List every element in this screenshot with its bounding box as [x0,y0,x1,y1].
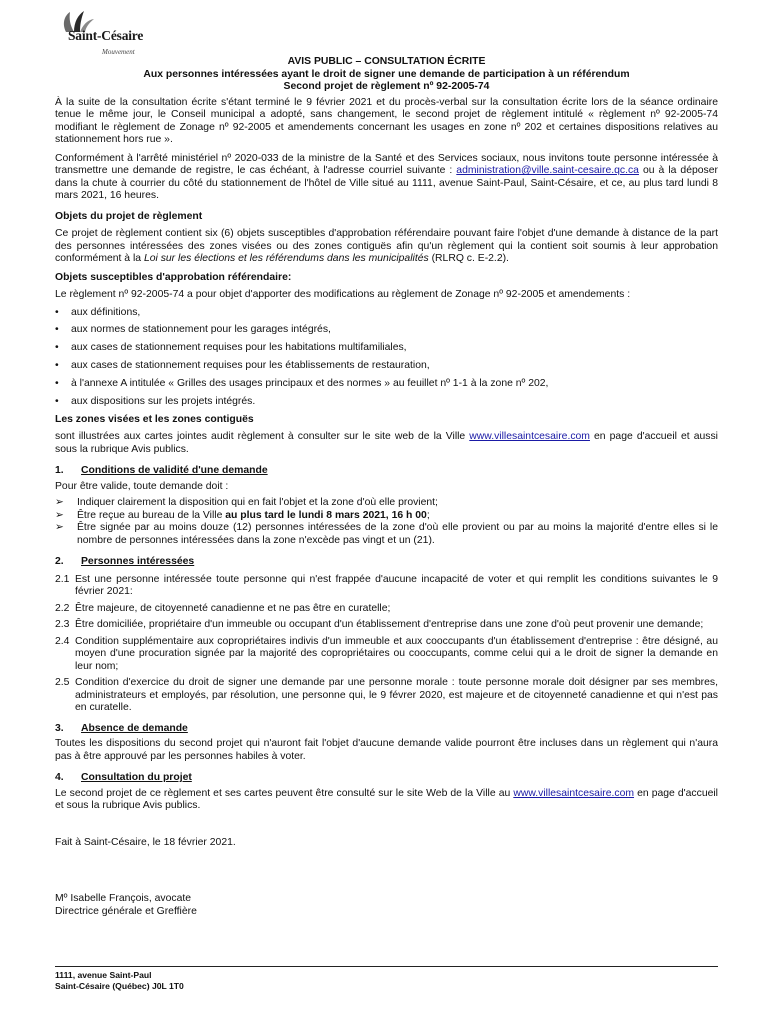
arrow-bullet-icon: ➢ [55,522,64,534]
website-link[interactable]: www.villesaintcesaire.com [469,431,590,443]
footer-address [55,966,718,991]
validity-conditions-list [55,497,718,547]
zones-paragraph: sont illustrées aux cartes jointes audit règlement à consulter sur le site web de la Ville www.villesaintcesaire.com en page d'accueil et aussi sous la rubrique Avis publics. [55,431,718,455]
arrow-bullet-icon: ➢ [55,509,64,521]
notice-project-number: Second projet de règlement nº 92-2005-74 [283,81,490,92]
zones-heading: Les zones visées et les zones contiguës [55,413,254,425]
email-link[interactable]: administration@ville.saint-cesaire.qc.ca [456,165,639,176]
footer-city: Saint-Césaire (Québec) J0L 1T0 [55,980,184,991]
section-1-heading: 1. Conditions de validité d'une demande [55,465,268,477]
signer-name: Mº Isabelle François, avocate [55,893,192,905]
list-item: • aux cases de stationnement requises pour les habitations multifamiliales, [55,342,407,354]
notice-body [55,56,718,918]
list-item: 2.4 Condition supplémentaire aux copropriétaires indivis d'un immeuble et aux cooccupants d'un établissement d'entreprise : être désigné, au moyen d'une procuration signée par la majorité des copropriétaires ou cooccupants, comme celui qui a le droit de signer la demande en leur nom; [55,635,718,672]
section-1-intro: Pour être valide, toute demande doit : [55,480,229,492]
signing-date: Fait à Saint-Césaire, le 18 février 2021. [55,836,236,848]
objets-paragraph: Ce projet de règlement contient six (6) objets susceptibles d'approbation référendaire pouvant faire l'objet d'une demande à distance de la part des personnes intéressées des zones visées ou des zones contiguës afin qu'un règlement qui la contient soit soumis à leur approbation conformément à la Loi sur les élections et les référendums dans les municipalités (RLRQ c. E-2.2). [55,228,718,264]
logo-tagline: Mouvement [102,48,135,56]
amendments-list [55,307,718,409]
footer-divider [55,966,718,967]
list-item: 2.2 Être majeure, de citoyenneté canadienne et ne pas être en curatelle; [55,602,391,614]
city-logo [56,10,166,54]
list-item: • aux normes de stationnement pour les garages intégrés, [55,324,331,336]
section-2-heading: 2. Personnes intéressées [55,556,195,568]
footer-street: 1111, avenue Saint-Paul [55,970,152,980]
section-3-heading: 3. Absence de demande [55,722,188,734]
list-item: ➢ Être reçue au bureau de la Ville au plus tard le lundi 8 mars 2021, 16 h 00; [55,509,430,521]
list-item: • à l'annexe A intitulée « Grilles des usages principaux et des normes » au feuillet nº 1-1 à la zone nº 202, [55,378,549,390]
susceptibles-intro: Le règlement nº 92-2005-74 a pour objet d'apporter des modifications au règlement de Zonage nº 92-2005 et amendements : [55,289,631,300]
list-item: • aux définitions, [55,306,141,318]
list-item: ➢ Indiquer clairement la disposition qui en fait l'objet et la zone d'où elle provient; [55,497,438,509]
logo-wordmark: Saint-Césaire [68,28,144,43]
list-item: 2.3 Être domiciliée, propriétaire d'un immeuble ou occupant d'un établissement d'entreprise dans une zone d'où peut provenir une demande; [55,619,704,631]
list-item: 2.5 Condition d'exercice du droit de signer une demande par une personne morale : toute personne morale doit désigner par ses membres, administrateurs et employés, par résolution, une personne qui, le 9 févrer 2020, est majeure et de citoyenneté canadienne et qui n'est pas en curatelle. [55,677,718,714]
list-item: 2.1 Est une personne intéressée toute personne qui n'est frappée d'aucune incapacité de voter et qui remplit les conditions suivantes le 9 février 2021: [55,573,718,598]
signer-title: Directrice générale et Greffière [55,905,197,917]
notice-title: AVIS PUBLIC – CONSULTATION ÉCRITE [287,56,486,67]
susceptibles-heading: Objets susceptibles d'approbation référendaire: [55,271,292,283]
section-3-paragraph: Toutes les dispositions du second projet qui n'auront fait l'objet d'aucune demande valide pourront être incluses dans un règlement qui n'aura pas à être approuvé par les personnes habiles à voter. [55,738,718,762]
website-link[interactable]: www.villesaintcesaire.com [513,787,635,799]
intro-paragraph: À la suite de la consultation écrite s'étant terminé le 9 février 2021 et du procès-verbal sur la consultation écrite lors de la séance ordinaire tenue le même jour, le Conseil municipal a adopté, sans changement, le second projet de règlement intitulé « règlement nº 92-2005-74 modifiant le règlement de Zonage nº 92-2005 et amendements concernant les usages en zone nº 202 et certaines dispositions relatives au stationnement hors rue ». [55,96,718,145]
interested-persons-list [55,574,718,715]
section-4-heading: 4. Consultation du projet [55,772,192,784]
list-item: ➢ Être signée par au moins douze (12) personnes intéressées de la zone d'où elle provient ou par au moins la majorité d'entre elles si le nombre de personnes intéressées dans la zone n'excède pas vingt et un (21). [55,522,718,546]
section-4-paragraph: Le second projet de ce règlement et ses cartes peuvent être consulté sur le site Web de la Ville au www.villesaintcesaire.com en page d'accueil et sous la rubrique Avis publics. [55,787,718,812]
list-item: • aux dispositions sur les projets intégrés. [55,395,256,407]
arrow-bullet-icon: ➢ [55,497,64,509]
notice-subtitle: Aux personnes intéressées ayant le droit de signer une demande de participation à un référendum [143,68,630,80]
registry-paragraph: Conformément à l'arrêté ministériel nº 2020-033 de la ministre de la Santé et des Services sociaux, nous invitons toute personne intéressée à transmettre une demande de registre, le cas échéant, à l'adresse courriel suivante : administration@ville.saint-cesaire.qc.ca ou à la déposer dans la chute à courrier du côté du stationnement de l'hôtel de Ville situé au 1111, avenue Saint-Paul, Saint-Césaire, et ce, au plus tard lundi 8 mars 2021, 16 heures. [55,152,718,201]
objets-heading: Objets du projet de règlement [55,210,203,222]
list-item: • aux cases de stationnement requises pour les établissements de restauration, [55,360,430,372]
